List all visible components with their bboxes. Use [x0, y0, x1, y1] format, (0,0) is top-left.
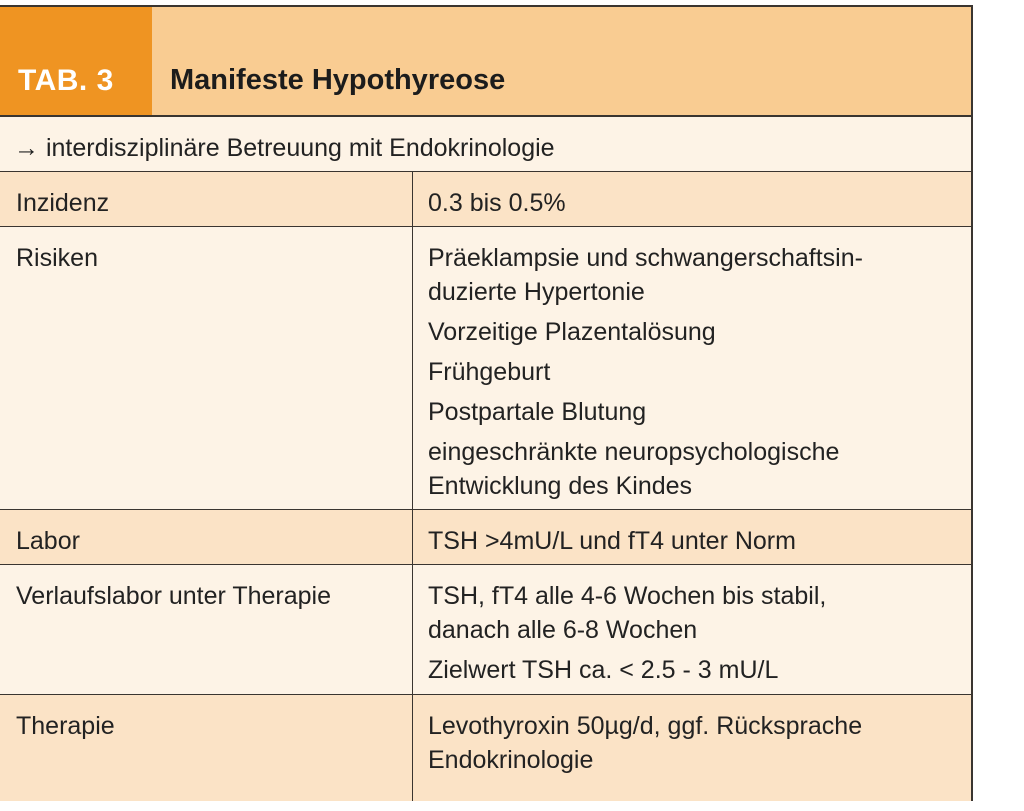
table-row: [0, 227, 971, 510]
value-line: TSH, fT4 alle 4-6 Wochen bis stabil,: [428, 582, 827, 610]
row-value: [428, 709, 862, 777]
value-line: Frühgeburt: [428, 358, 551, 386]
value-line: Vorzeitige Plazentalösung: [428, 318, 716, 346]
row-value: [428, 524, 796, 558]
column-divider: [412, 227, 413, 509]
value-line: Postpartale Blutung: [428, 398, 647, 426]
value-line: duzierte Hypertonie: [428, 278, 645, 306]
table-number-label: TAB. 3: [0, 7, 152, 115]
value-line: eingeschränkte neuropsychologische: [428, 438, 840, 466]
table-row: [0, 565, 971, 695]
row-label: Labor: [16, 527, 80, 555]
value-line: Präeklampsie und schwangerschaftsin-: [428, 244, 863, 272]
value-line: Entwicklung des Kindes: [428, 472, 693, 500]
column-divider: [412, 695, 413, 801]
row-label: Risiken: [16, 244, 98, 272]
table-title: Manifeste Hypothyreose: [170, 64, 506, 96]
column-divider: [412, 172, 413, 226]
table: [0, 5, 973, 801]
value-line: Endokrinologie: [428, 746, 594, 774]
row-value: [428, 186, 566, 220]
note-text: → interdisziplinäre Betreuung mit Endokrinologie: [14, 134, 555, 162]
row-value: [428, 579, 826, 687]
table-row: [0, 695, 971, 801]
value-line: Levothyroxin 50µg/d, ggf. Rücksprache: [428, 712, 863, 740]
value-line: TSH >4mU/L und fT4 unter Norm: [428, 527, 796, 555]
table-row: [0, 510, 971, 565]
column-divider: [412, 510, 413, 564]
row-label: Therapie: [16, 712, 115, 740]
column-divider: [412, 565, 413, 694]
value-line: danach alle 6-8 Wochen: [428, 616, 698, 644]
value-line: Zielwert TSH ca. < 2.5 - 3 mU/L: [428, 656, 779, 684]
table-row: [0, 172, 971, 227]
note-row: [0, 117, 971, 172]
row-value: [428, 241, 863, 503]
table-header: [0, 7, 971, 117]
row-label: Verlaufslabor unter Therapie: [16, 582, 332, 610]
row-label: Inzidenz: [16, 189, 110, 217]
value-line: 0.3 bis 0.5%: [428, 189, 566, 217]
